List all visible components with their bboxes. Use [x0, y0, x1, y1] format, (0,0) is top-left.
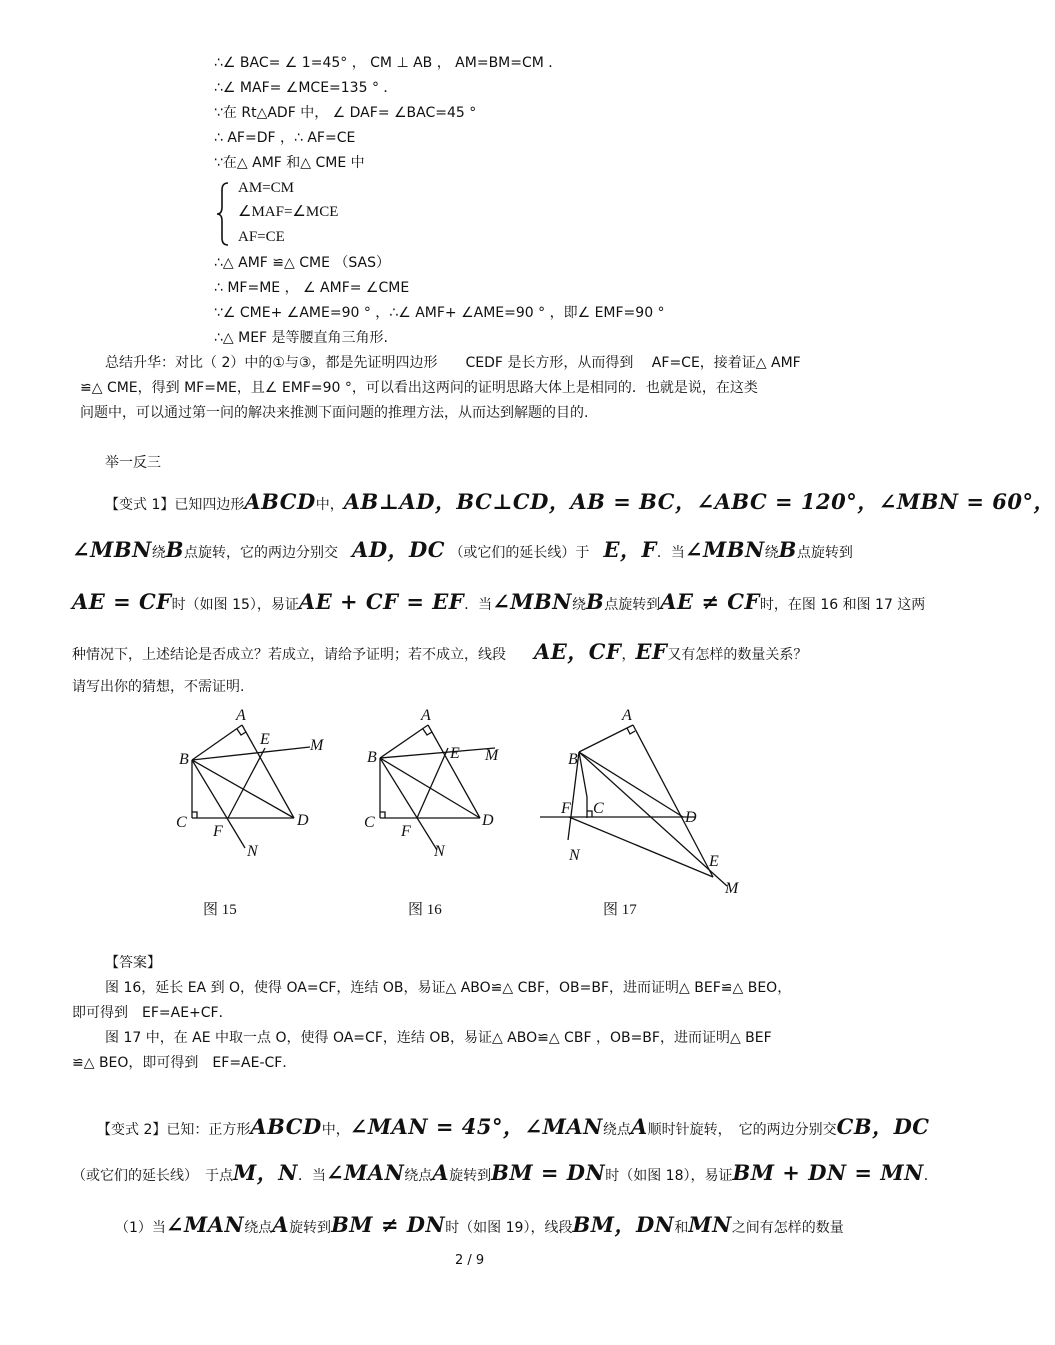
fig17-label: E	[709, 853, 719, 870]
fig16-label: C	[364, 814, 375, 831]
fig15-label: F	[213, 823, 223, 840]
fig17-seg-ba	[579, 725, 633, 752]
fig16-label: A	[421, 707, 431, 724]
fig17-label: D	[685, 809, 697, 826]
fig16-right-angle-c	[380, 812, 385, 818]
fig16-label: E	[450, 745, 460, 762]
summary-line-2: ≌△ CME，得到 MF=ME，且∠ EMF=90 °，可以看出这两问的证明思路大体上是相同的．也就是说，在这类	[80, 380, 758, 396]
proof-line-1: ∴∠ BAC= ∠ 1=45° ， CM ⊥ AB ， AM=BM=CM ．	[214, 55, 563, 71]
fig15-ray-bm	[192, 747, 310, 760]
fig15-label: C	[176, 814, 187, 831]
page-number: 2 / 9	[455, 1253, 485, 1268]
fig15-label: E	[260, 731, 270, 748]
fig16-label: N	[434, 843, 445, 860]
figure-17-caption: 图 17	[603, 902, 637, 918]
fig16-label: M	[485, 747, 499, 764]
brace-item-2: ∠MAF=∠MCE	[238, 204, 339, 220]
fig16-label: B	[367, 749, 377, 766]
proof-line-9: ∴△ MEF 是等腰直角三角形.	[214, 330, 389, 346]
fig17-ray-bm	[579, 752, 727, 886]
proof-line-4: ∴ AF=DF ，∴ AF=CE	[214, 130, 356, 146]
variant1-line-4: 种情况下，上述结论是否成立？若成立，请给予证明；若不成立，线段 AE，CF，EF又有怎样的数量关系？	[72, 639, 808, 664]
fig17-right-angle-c	[587, 811, 592, 817]
variant2-line-3: （1）当∠MAN绕点A旋转到BM ≠ DN时（如图 19），线段BM，DN和MN之间有怎样的数量	[115, 1212, 844, 1237]
fig17-seg-fe	[569, 817, 713, 877]
brace-symbol	[214, 180, 234, 248]
variant1-line-1: 【变式 1】已知四边形ABCD中，AB⊥AD，BC⊥CD，AB = BC，∠ABC = 120°，∠MBN = 60°，	[105, 489, 1055, 514]
answer-heading: 【答案】	[105, 955, 161, 971]
fig17-label: N	[569, 847, 580, 864]
proof-line-6: ∴△ AMF ≌△ CME （SAS）	[214, 255, 390, 271]
variant2-line-1: 【变式 2】已知：正方形ABCD中，∠MAN = 45°，∠MAN绕点A顺时针旋转， 它的两边分别交CB，DC	[97, 1114, 930, 1139]
fig15-label: B	[179, 751, 189, 768]
summary-line-1: 总结升华：对比（ 2）中的①与③，都是先证明四边形 CEDF 是长方形，从而得到 AF=CE，接着证△ AMF	[105, 355, 801, 371]
figure-16-caption: 图 16	[408, 902, 442, 918]
fig16-seg-ba	[380, 725, 428, 758]
variant1-line-2: ∠MBN绕B点旋转，它的两边分别交 AD，DC （或它们的延长线）于 E，F．当∠MBN绕B点旋转到	[72, 537, 853, 562]
variant2-line-2: （或它们的延长线） 于点M，N．当∠MAN绕点A旋转到BM = DN时（如图 18），易证BM + DN = MN．	[72, 1160, 938, 1185]
summary-line-3: 问题中，可以通过第一问的解决来推测下面问题的推理方法，从而达到解题的目的.	[80, 405, 589, 421]
fig15-label: N	[247, 843, 258, 860]
fig17-seg-ae	[633, 725, 713, 877]
fig15-right-angle-c	[192, 812, 197, 818]
fig15-label: D	[297, 812, 309, 829]
proof-line-3: ∵在 Rt△ADF 中， ∠ DAF= ∠BAC=45 °	[214, 105, 477, 121]
fig15-label: A	[236, 707, 246, 724]
fig17-label: M	[725, 880, 739, 897]
fig15-label: M	[310, 737, 324, 754]
answer-line-3: 图 17 中，在 AE 中取一点 O，使得 OA=CF，连结 OB，易证△ ABO≌△ CBF ，OB=BF，进而证明△ BEF	[105, 1030, 772, 1046]
proof-line-5: ∵在△ AMF 和△ CME 中	[214, 155, 365, 171]
fig16-seg-ad	[428, 725, 480, 818]
proof-line-2: ∴∠ MAF= ∠MCE=135 ° ．	[214, 80, 398, 96]
fig16-ray-bm	[380, 748, 495, 758]
figure-16	[355, 700, 525, 865]
answer-line-1: 图 16，延长 EA 到 O，使得 OA=CF，连结 OB，易证△ ABO≌△ CBF，OB=BF，进而证明△ BEF≌△ BEO，	[105, 980, 792, 996]
figure-15	[170, 700, 340, 865]
fig16-label: F	[401, 823, 411, 840]
fig17-label: F	[561, 800, 571, 817]
answer-line-4: ≌△ BEO，即可得到 EF=AE-CF．	[72, 1055, 297, 1071]
brace-item-1: AM=CM	[238, 180, 294, 196]
answer-line-2: 即可得到 EF=AE+CF．	[72, 1005, 233, 1021]
fig17-label: B	[568, 751, 578, 768]
fig17-right-angle-a	[627, 728, 635, 734]
variant1-line-5: 请写出你的猜想，不需证明.	[72, 679, 245, 695]
proof-line-7: ∴ MF=ME ， ∠ AMF= ∠CME	[214, 280, 410, 296]
fig17-label: A	[622, 707, 632, 724]
figure-17	[535, 700, 755, 905]
variant1-line-3: AE = CF时（如图 15），易证AE + CF = EF．当∠MBN绕B点旋转到AE ≠ CF时，在图 16 和图 17 这两	[72, 589, 926, 614]
section-title: 举一反三	[105, 455, 161, 471]
proof-line-8: ∵∠ CME+ ∠AME=90 ° ，∴∠ AMF+ ∠AME=90 ° ，即∠ EMF=90 °	[214, 305, 665, 321]
figure-15-caption: 图 15	[203, 902, 237, 918]
fig17-label: C	[593, 800, 604, 817]
fig16-label: D	[482, 812, 494, 829]
brace-item-3: AF=CE	[238, 229, 285, 245]
